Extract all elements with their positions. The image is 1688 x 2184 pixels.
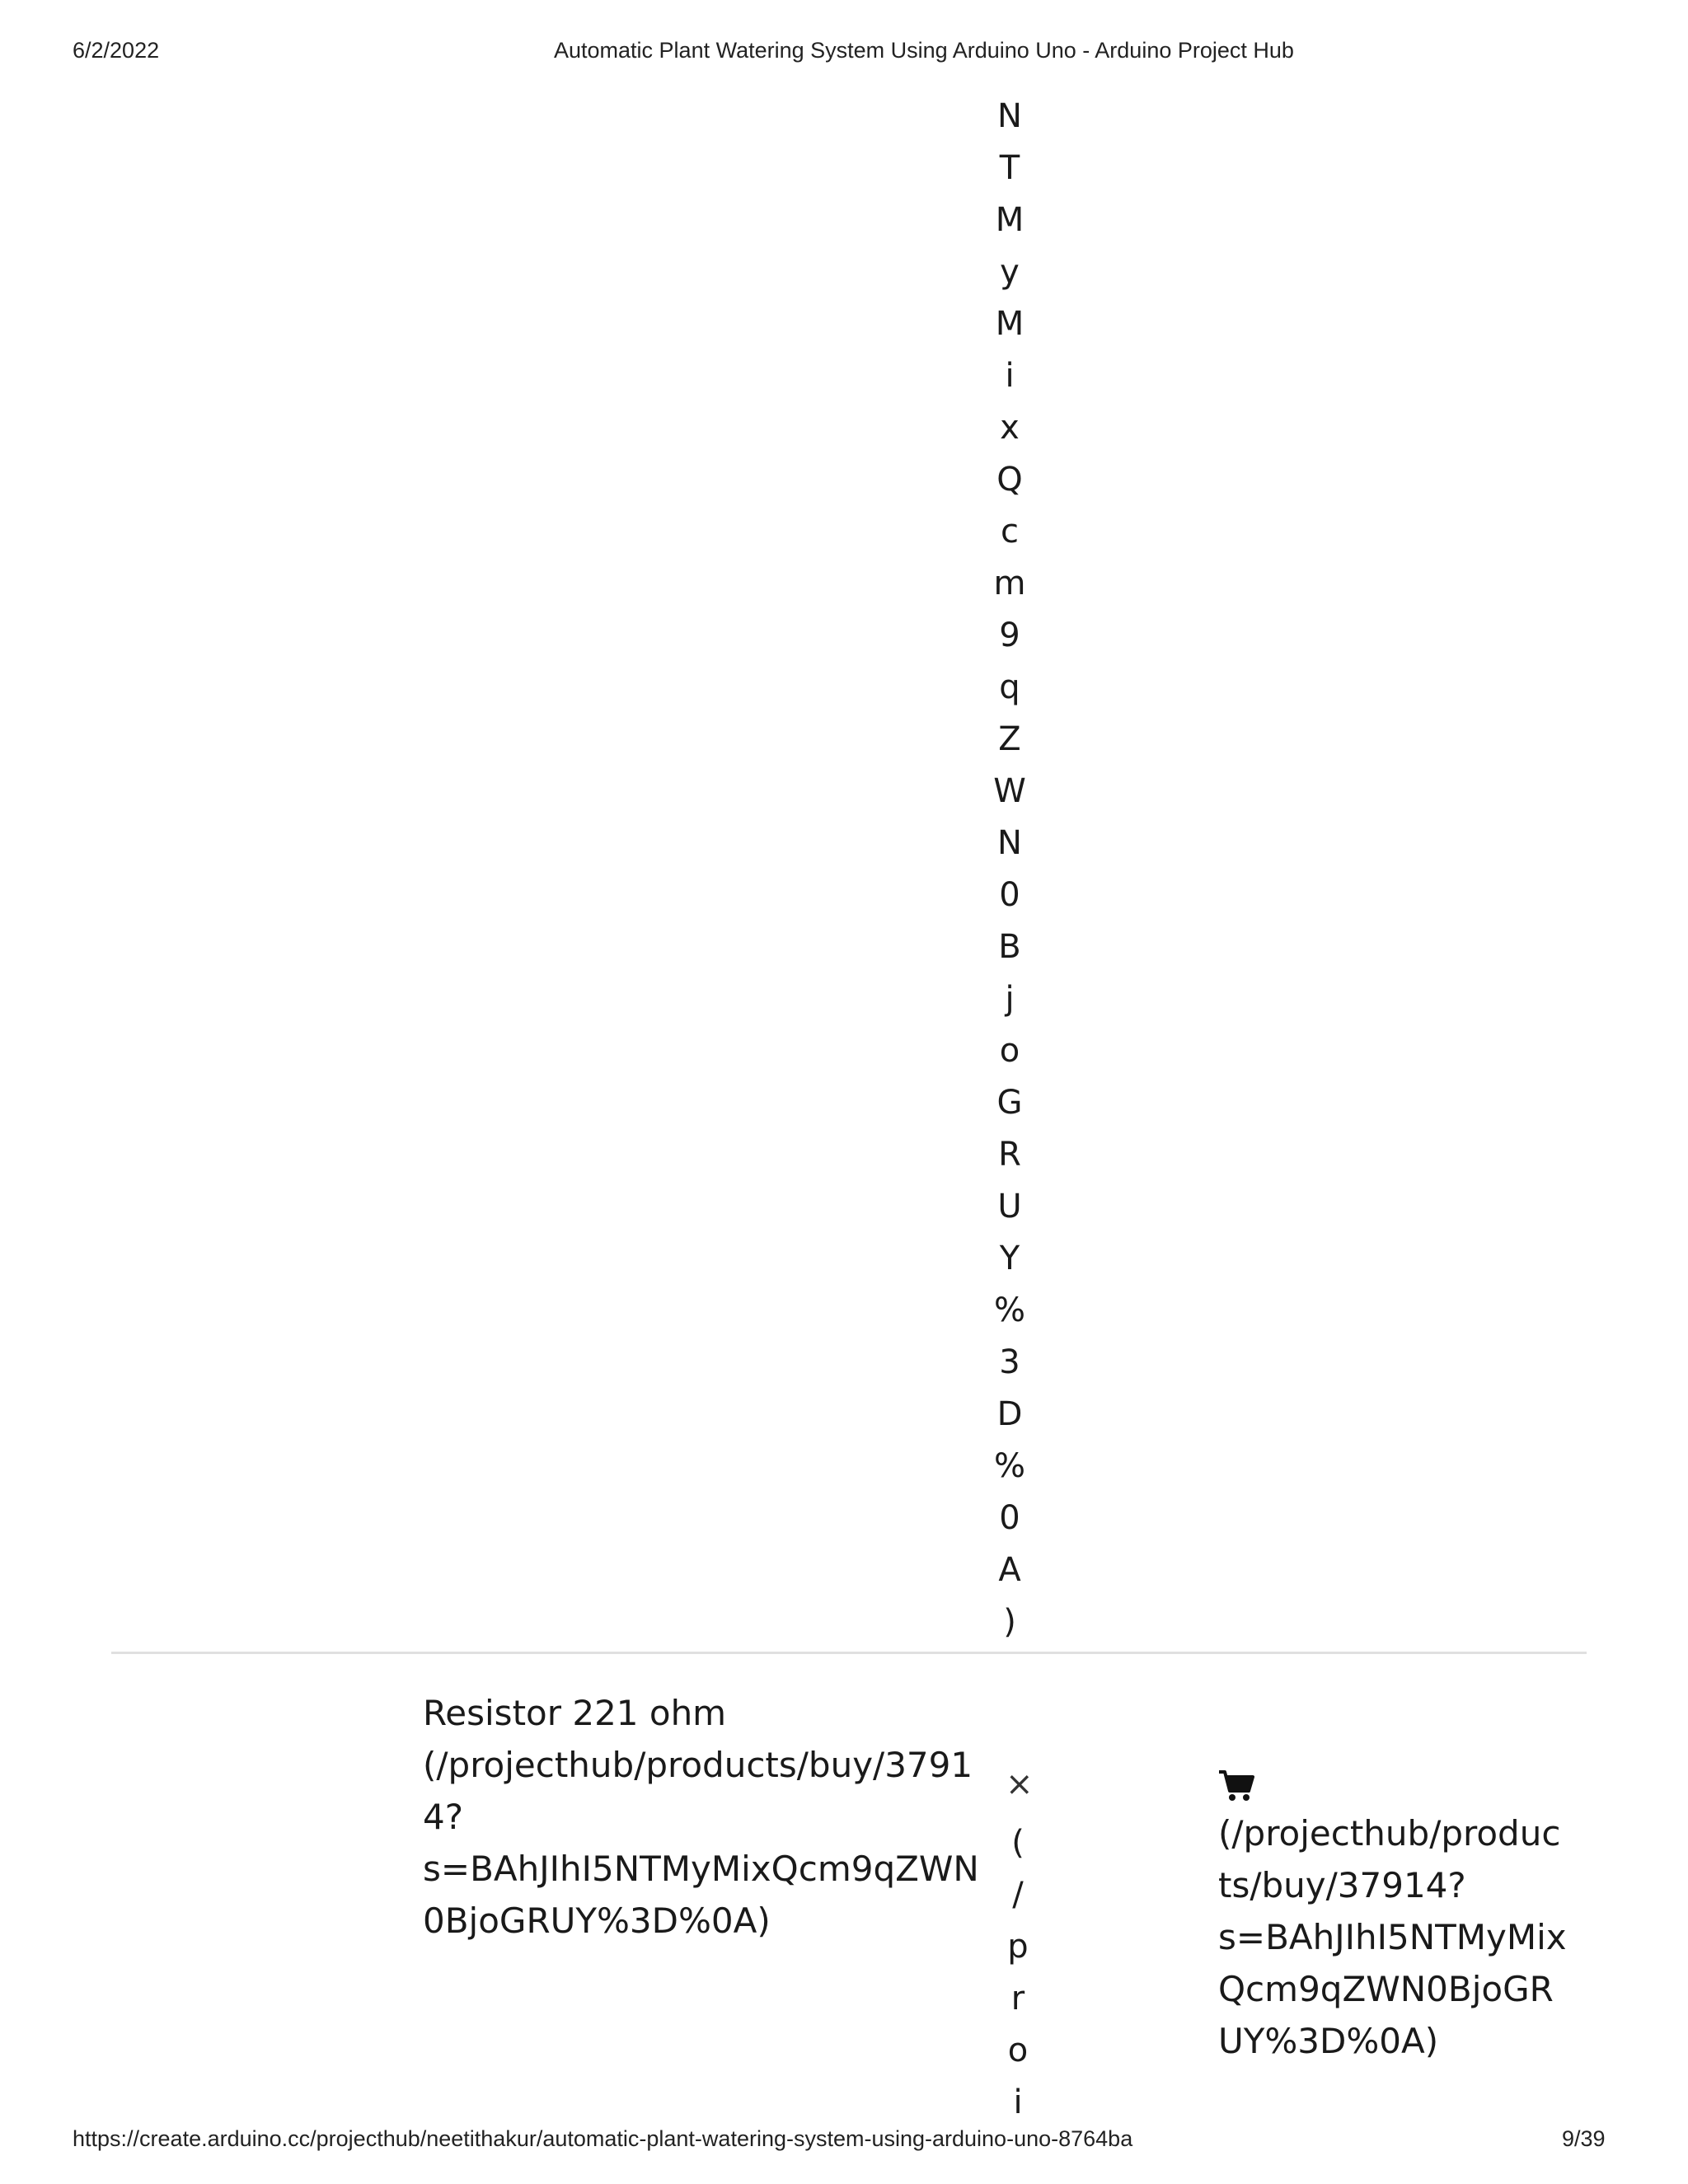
vertical-char: o xyxy=(999,1032,1020,1070)
buy-link-line: ts/buy/37914? xyxy=(1218,1865,1466,1905)
buy-link-line: Qcm9qZWN0BjoGR xyxy=(1218,1969,1554,2009)
vertical-char: ( xyxy=(1011,1824,1025,1862)
vertical-char: U xyxy=(997,1188,1022,1226)
vertical-char: % xyxy=(993,1447,1025,1485)
vertical-char: N xyxy=(997,97,1022,135)
vertical-char: D xyxy=(996,1395,1023,1433)
vertical-char: j xyxy=(1005,980,1015,1018)
buy-link-line: UY%3D%0A) xyxy=(1218,2021,1439,2061)
vertical-char: T xyxy=(999,149,1020,187)
product-line: 0BjoGRUY%3D%0A) xyxy=(423,1900,771,1941)
vertical-char: A xyxy=(998,1551,1021,1589)
vertical-char: 9 xyxy=(999,616,1020,654)
footer-url: https://create.arduino.cc/projecthub/neetithakur/automatic-plant-watering-system-using-arduino-uno-8764ba xyxy=(73,2126,1133,2151)
print-date: 6/2/2022 xyxy=(73,38,160,63)
page-title: Automatic Plant Watering System Using Arduino Uno - Arduino Project Hub xyxy=(554,38,1294,63)
vertical-char: o xyxy=(1007,2032,1029,2069)
shopping-cart-icon[interactable] xyxy=(1218,1769,1254,1802)
buy-link-line: (/projecthub/produc xyxy=(1218,1813,1561,1854)
vertical-char: W xyxy=(993,772,1026,810)
table-divider xyxy=(111,1652,1587,1654)
vertical-char: Q xyxy=(996,461,1023,499)
product-line: 4? xyxy=(423,1797,464,1837)
vertical-char: 0 xyxy=(999,876,1020,914)
quantity-times-symbol: × xyxy=(1006,1765,1034,1803)
vertical-char: r xyxy=(1010,1980,1025,2018)
vertical-char: % xyxy=(993,1291,1025,1329)
vertical-char: R xyxy=(998,1136,1021,1174)
vertical-char: ) xyxy=(1003,1603,1016,1641)
vertical-char: M xyxy=(995,305,1025,343)
vertical-char: Y xyxy=(999,1240,1020,1277)
product-line: Resistor 221 ohm xyxy=(423,1693,727,1733)
vertical-char: 3 xyxy=(999,1343,1020,1381)
vertical-char: i xyxy=(1005,357,1015,395)
product-name-link[interactable] xyxy=(423,1687,979,1947)
vertical-char: N xyxy=(997,824,1022,862)
vertical-char: M xyxy=(995,201,1025,239)
vertical-link-fragment[interactable] xyxy=(985,91,1034,1648)
vertical-char: / xyxy=(1012,1876,1024,1914)
vertical-char: i xyxy=(1013,2083,1023,2121)
vertical-char: x xyxy=(1000,409,1020,447)
vertical-char: B xyxy=(998,928,1021,966)
vertical-char: c xyxy=(1001,513,1019,551)
vertical-char: 0 xyxy=(999,1499,1020,1537)
buy-link-line: s=BAhJIhI5NTMyMix xyxy=(1218,1917,1567,1957)
vertical-char: p xyxy=(1007,1928,1029,1966)
vertical-char: q xyxy=(999,668,1020,706)
product-line: s=BAhJIhI5NTMyMixQcm9qZWN xyxy=(423,1849,979,1889)
vertical-char: m xyxy=(993,565,1026,602)
vertical-char: Z xyxy=(998,720,1021,758)
vertical-link-fragment[interactable] xyxy=(993,1817,1043,2129)
vertical-char: G xyxy=(996,1084,1023,1122)
vertical-char: y xyxy=(1000,253,1020,291)
product-line: (/projecthub/products/buy/3791 xyxy=(423,1745,973,1785)
buy-link[interactable] xyxy=(1218,1769,1597,2067)
page-number: 9/39 xyxy=(1562,2126,1606,2151)
